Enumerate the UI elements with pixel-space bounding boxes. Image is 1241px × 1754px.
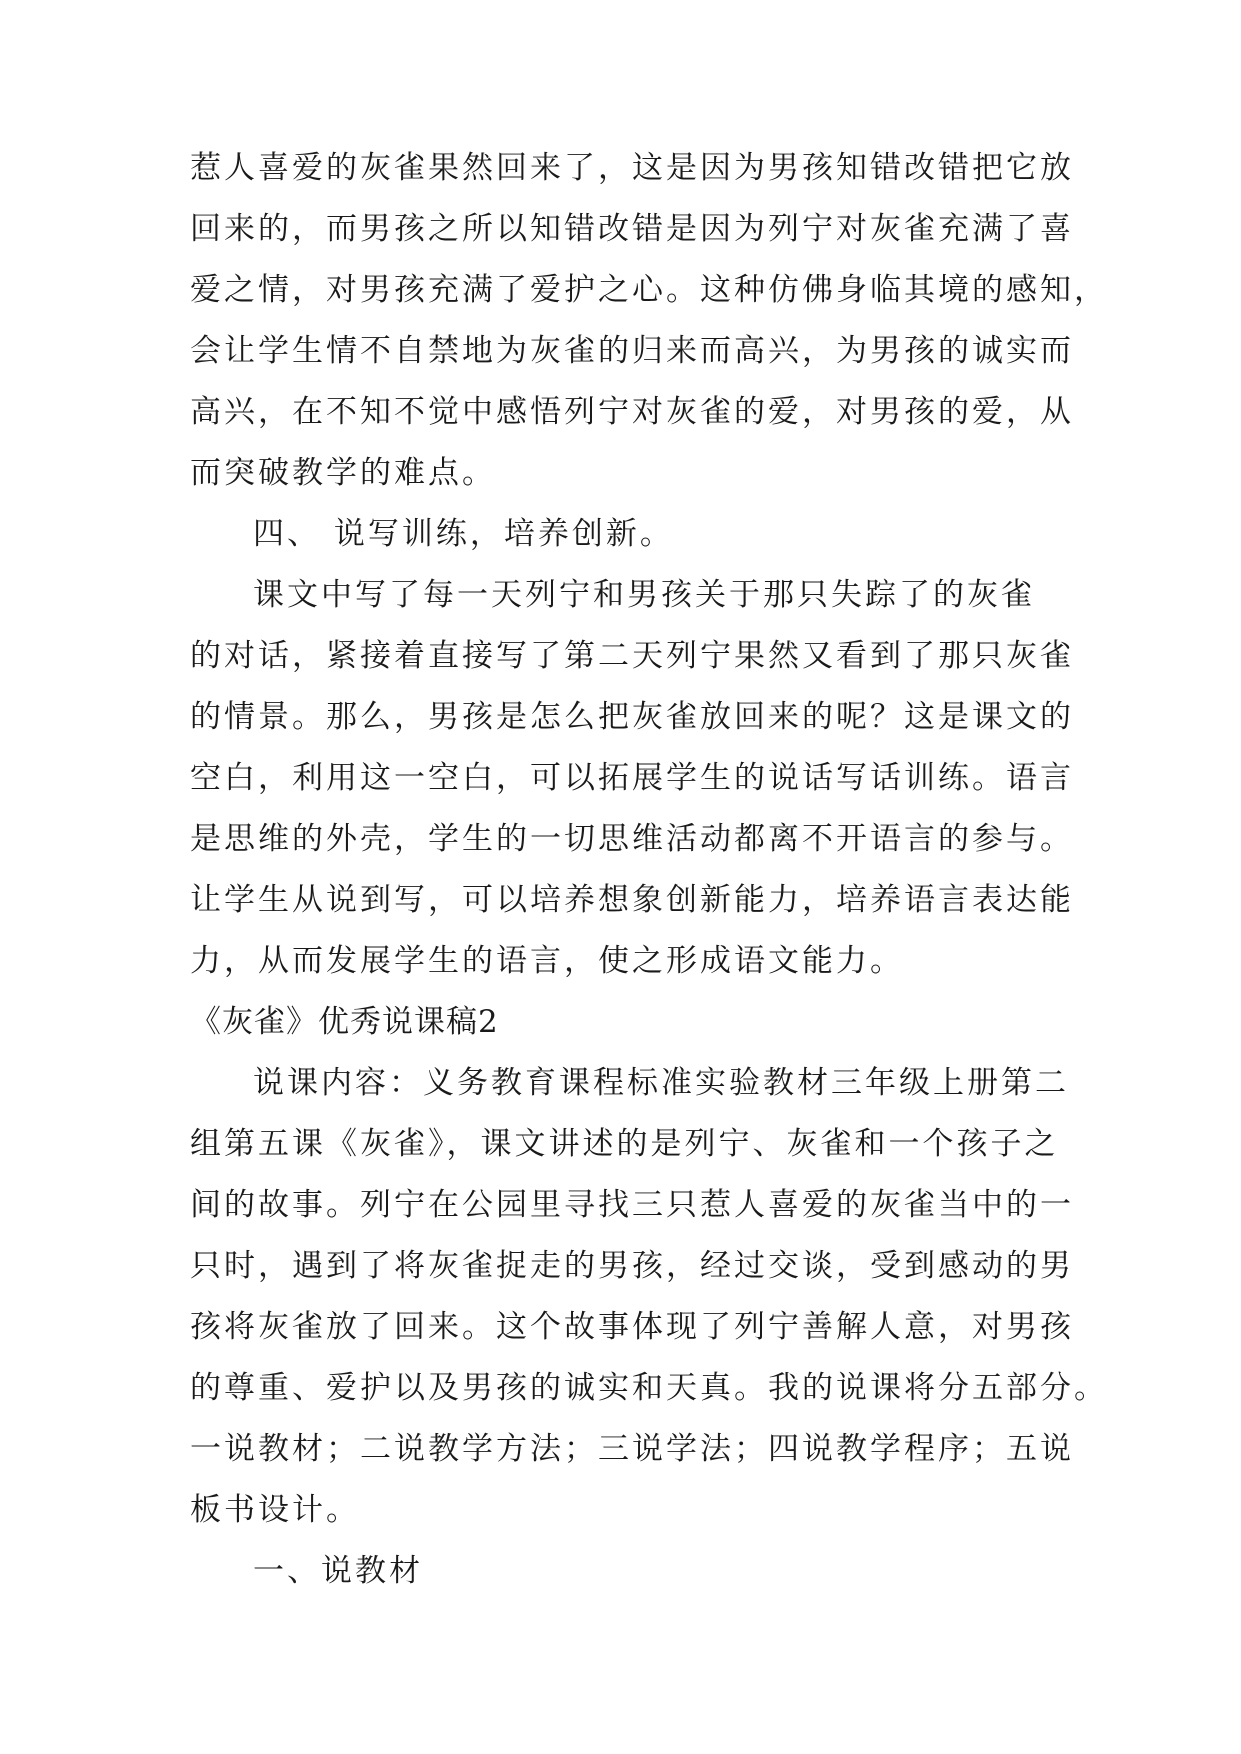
- paragraph-line: 的尊重、爱护以及男孩的诚实和天真。我的说课将分五部分。: [190, 1370, 1108, 1406]
- paragraph-line: 课文中写了每一天列宁和男孩关于那只失踪了的灰雀: [253, 577, 1035, 613]
- paragraph-line: 一说教材；二说教学方法；三说学法；四说教学程序；五说: [190, 1431, 1074, 1467]
- paragraph-line: 间的故事。列宁在公园里寻找三只惹人喜爱的灰雀当中的一: [190, 1187, 1074, 1223]
- section-heading: 一、说教材: [253, 1553, 423, 1589]
- paragraph-line: 惹人喜爱的灰雀果然回来了，这是因为男孩知错改错把它放: [190, 150, 1074, 186]
- paragraph-line: 的对话，紧接着直接写了第二天列宁果然又看到了那只灰雀: [190, 638, 1074, 674]
- paragraph-line: 力，从而发展学生的语言，使之形成语文能力。: [190, 943, 904, 979]
- paragraph-line: 回来的，而男孩之所以知错改错是因为列宁对灰雀充满了喜: [190, 211, 1074, 247]
- paragraph-line: 让学生从说到写，可以培养想象创新能力，培养语言表达能: [190, 882, 1074, 918]
- paragraph-line: 会让学生情不自禁地为灰雀的归来而高兴，为男孩的诚实而: [190, 333, 1074, 369]
- paragraph-line: 板书设计。: [190, 1492, 360, 1528]
- document-title: 《灰雀》优秀说课稿2: [190, 1004, 499, 1040]
- paragraph-line: 高兴，在不知不觉中感悟列宁对灰雀的爱，对男孩的爱，从: [190, 394, 1074, 430]
- paragraph-line: 的情景。那么，男孩是怎么把灰雀放回来的呢？这是课文的: [190, 699, 1074, 735]
- paragraph-line: 组第五课《灰雀》，课文讲述的是列宁、灰雀和一个孩子之: [190, 1126, 1059, 1162]
- paragraph-line: 空白，利用这一空白，可以拓展学生的说话写话训练。语言: [190, 760, 1074, 796]
- paragraph-line: 说课内容：义务教育课程标准实验教材三年级上册第二: [253, 1065, 1069, 1101]
- paragraph-line: 孩将灰雀放了回来。这个故事体现了列宁善解人意，对男孩: [190, 1309, 1074, 1345]
- paragraph-line: 只时，遇到了将灰雀捉走的男孩，经过交谈，受到感动的男: [190, 1248, 1074, 1284]
- paragraph-line: 是思维的外壳，学生的一切思维活动都离不开语言的参与。: [190, 821, 1074, 857]
- section-heading: 四、 说写训练，培养创新。: [253, 516, 674, 552]
- paragraph-line: 爱之情，对男孩充满了爱护之心。这种仿佛身临其境的感知，: [190, 272, 1108, 308]
- paragraph-line: 而突破教学的难点。: [190, 455, 496, 491]
